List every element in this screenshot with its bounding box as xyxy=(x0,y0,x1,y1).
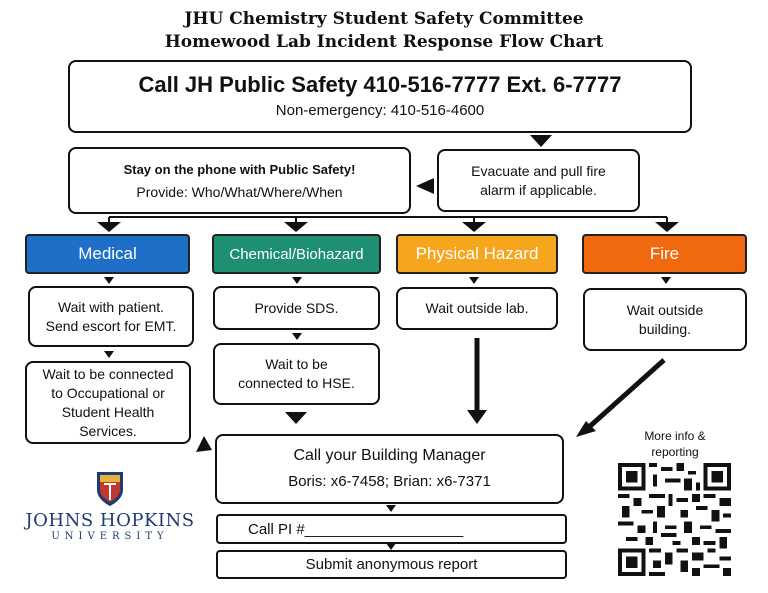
title-line-1: JHU Chemistry Student Safety Committee xyxy=(184,9,584,29)
medical-step-1-line-1: Wait with patient. xyxy=(57,298,165,315)
category-medical: Medical xyxy=(25,234,190,274)
more-info-line-2: reporting xyxy=(651,445,699,459)
medical-step-2-line-4: Services. xyxy=(79,422,137,439)
evacuate-box xyxy=(437,149,640,212)
medical-step-1 xyxy=(28,286,194,347)
title-line-2: Homewood Lab Incident Response Flow Chart xyxy=(164,32,604,52)
qr-code-icon[interactable] xyxy=(618,463,731,576)
fire-step-1-line-1: Wait outside xyxy=(626,301,704,318)
medical-step-2-line-3: Student Health xyxy=(61,403,155,420)
stay-on-phone-text: Stay on the phone with Public Safety! xyxy=(123,161,356,177)
arrow-medical-to-manager xyxy=(196,436,212,452)
chemical-step-2 xyxy=(213,343,380,405)
call-public-safety-box xyxy=(68,60,692,133)
call-pi-box xyxy=(216,514,567,544)
jhu-logo xyxy=(20,470,200,560)
chemical-step-2-line-2: connected to HSE. xyxy=(238,375,355,391)
medical-step-1-line-2: Send escort for EMT. xyxy=(45,317,177,334)
provide-info-text: Provide: Who/What/Where/When xyxy=(136,183,343,200)
public-safety-number: Call JH Public Safety 410-516-7777 Ext. 6-7777 xyxy=(138,71,622,97)
building-manager-contacts: Boris: x6-7458; Brian: x6-7371 xyxy=(288,473,491,490)
more-info-label xyxy=(615,428,735,460)
stay-on-phone-box xyxy=(68,147,411,214)
submit-report-text: Submit anonymous report xyxy=(305,556,478,573)
evacuate-line-2: alarm if applicable. xyxy=(480,181,597,198)
non-emergency-number: Non-emergency: 410-516-4600 xyxy=(275,101,485,119)
physical-step-1-text: Wait outside lab. xyxy=(425,300,529,316)
category-fire: Fire xyxy=(582,234,747,274)
chemical-step-1 xyxy=(213,286,380,330)
medical-step-2-line-2: to Occupational or xyxy=(51,384,165,401)
arrow-chem-to-manager xyxy=(285,412,307,424)
arrow-to-stay-phone xyxy=(416,178,434,194)
jhu-shield-icon xyxy=(95,470,125,508)
fire-step-1 xyxy=(583,288,747,351)
chemical-step-1-text: Provide SDS. xyxy=(254,299,339,316)
more-info-line-1: More info & xyxy=(644,429,706,443)
fire-step-1-line-2: building. xyxy=(638,320,692,337)
category-chemical-biohazard: Chemical/Biohazard xyxy=(212,234,381,274)
medical-step-2-line-1: Wait to be connected xyxy=(42,365,174,382)
evacuate-line-1: Evacuate and pull fire xyxy=(471,162,606,179)
arrow-to-evacuate xyxy=(530,135,552,147)
jhu-logo-name: JOHNS HOPKINS xyxy=(25,510,195,531)
jhu-logo-university: UNIVERSITY xyxy=(51,531,169,542)
submit-report-box xyxy=(216,550,567,579)
building-manager-box xyxy=(215,434,564,504)
category-physical-hazard: Physical Hazard xyxy=(396,234,558,274)
medical-step-2 xyxy=(25,361,191,444)
chemical-step-2-line-1: Wait to be xyxy=(265,356,328,372)
physical-step-1 xyxy=(396,287,558,330)
call-pi-text: Call PI #___________________ xyxy=(248,520,464,538)
building-manager-title: Call your Building Manager xyxy=(293,447,486,464)
